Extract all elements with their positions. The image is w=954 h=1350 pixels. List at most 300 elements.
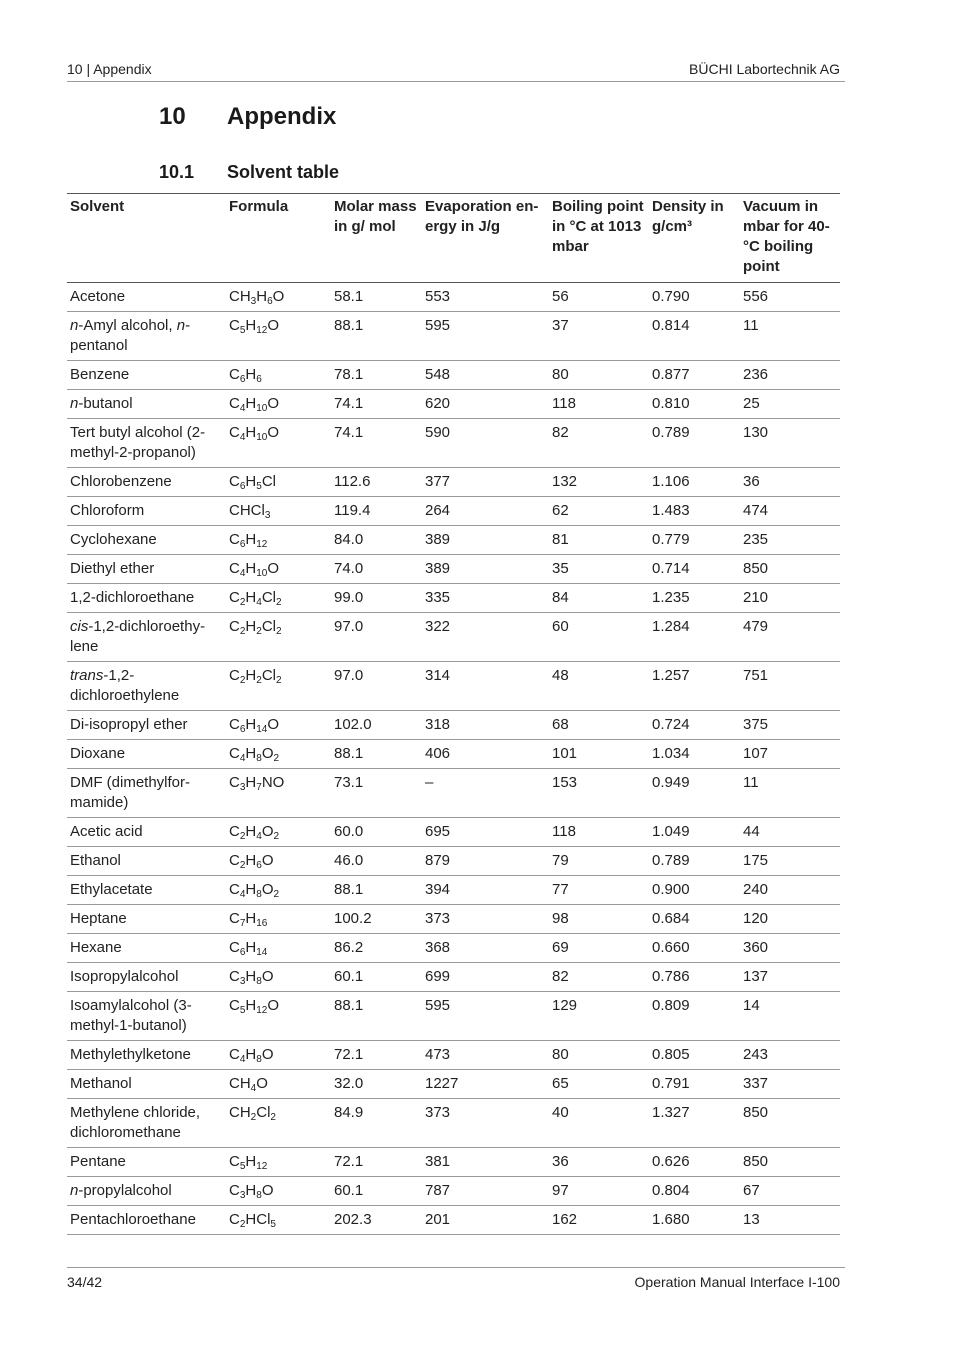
cell-formula (226, 740, 331, 769)
cell-density: 0.804 (649, 1177, 740, 1206)
solvent-name: -pentanol (70, 317, 191, 354)
formula-subscript: 2 (273, 889, 280, 900)
solvent-name: DMF (dimethylfor-mamide) (70, 774, 191, 811)
formula-element: HCl (245, 1211, 271, 1228)
formula-element: CH (229, 288, 251, 305)
formula-element: C (229, 589, 240, 606)
cell-evaporation: 620 (422, 390, 549, 419)
solvent-prefix: n (70, 395, 79, 412)
cell-boiling-point: 62 (549, 497, 649, 526)
table-row (67, 818, 840, 847)
formula-subscript: 10 (256, 403, 268, 414)
cell-boiling-point: 79 (549, 847, 649, 876)
solvent-prefix: cis (70, 618, 89, 635)
formula-subscript: 5 (239, 1005, 246, 1016)
cell-vacuum: 25 (740, 390, 840, 419)
cell-molar-mass: 72.1 (331, 1148, 422, 1177)
cell-solvent (67, 818, 226, 847)
cell-solvent (67, 769, 226, 818)
cell-boiling-point: 65 (549, 1070, 649, 1099)
formula-element: H (245, 881, 257, 898)
page-header (67, 58, 845, 82)
cell-molar-mass: 72.1 (331, 1041, 422, 1070)
cell-boiling-point: 82 (549, 963, 649, 992)
cell-formula (226, 555, 331, 584)
formula-subscript: 2 (239, 597, 246, 608)
cell-solvent (67, 613, 226, 662)
formula-element: Cl (256, 1104, 271, 1121)
table-header-row (67, 194, 840, 283)
formula-element: C (229, 531, 240, 548)
solvent-name: Diethyl ether (70, 560, 155, 577)
table-row (67, 613, 840, 662)
cell-solvent (67, 555, 226, 584)
formula-element: C (229, 997, 240, 1014)
cell-vacuum: 44 (740, 818, 840, 847)
formula-subscript: 4 (250, 1083, 257, 1094)
col-header-vacuum: Vacuum in mbar for 40- °C boiling point (740, 194, 840, 283)
solvent-name: Chloroform (70, 502, 145, 519)
formula-element: O (261, 823, 274, 840)
cell-solvent (67, 1099, 226, 1148)
formula-subscript: 2 (270, 1112, 276, 1123)
formula-subscript: 8 (256, 1054, 262, 1065)
cell-boiling-point: 60 (549, 613, 649, 662)
formula-element: H (245, 823, 257, 840)
cell-solvent (67, 312, 226, 361)
cell-evaporation: 264 (422, 497, 549, 526)
cell-molar-mass: 97.0 (331, 662, 422, 711)
cell-boiling-point: 97 (549, 1177, 649, 1206)
cell-boiling-point: 81 (549, 526, 649, 555)
cell-formula (226, 847, 331, 876)
formula-element: H (245, 473, 257, 490)
section-title (159, 162, 339, 183)
cell-vacuum: 479 (740, 613, 840, 662)
formula-element: O (261, 1182, 274, 1199)
cell-density: 0.949 (649, 769, 740, 818)
formula-element: C (229, 852, 240, 869)
cell-solvent (67, 876, 226, 905)
cell-density: 1.680 (649, 1206, 740, 1235)
table-row (67, 847, 840, 876)
formula-element: H (256, 288, 268, 305)
formula-element: C (229, 473, 240, 490)
formula-element: H (245, 560, 257, 577)
cell-vacuum: 337 (740, 1070, 840, 1099)
formula-subscript: 2 (273, 831, 280, 842)
cell-vacuum: 120 (740, 905, 840, 934)
col-header-density: Density in g/cm³ (649, 194, 740, 283)
solvent-name: Isoamylalcohol (3-methyl-1-butanol) (70, 997, 192, 1034)
formula-subscript: 6 (256, 860, 262, 871)
cell-solvent (67, 711, 226, 740)
cell-solvent (67, 526, 226, 555)
table-row (67, 769, 840, 818)
formula-subscript: 12 (256, 1161, 268, 1172)
formula-subscript: 4 (256, 597, 262, 608)
table-row (67, 555, 840, 584)
table-row (67, 468, 840, 497)
cell-formula (226, 526, 331, 555)
formula-element: C (229, 366, 240, 383)
solvent-prefix: n (70, 1182, 79, 1199)
solvent-name: -1,2-dichloroethy-lene (70, 618, 206, 655)
formula-element: O (267, 424, 280, 441)
cell-vacuum: 751 (740, 662, 840, 711)
formula-element: H (245, 395, 257, 412)
formula-subscript: 2 (256, 675, 262, 686)
table-row (67, 934, 840, 963)
formula-element: H (245, 1153, 257, 1170)
cell-evaporation: 318 (422, 711, 549, 740)
cell-vacuum: 107 (740, 740, 840, 769)
solvent-name: Methanol (70, 1075, 132, 1092)
formula-subscript: 2 (250, 1112, 257, 1123)
cell-boiling-point: 56 (549, 283, 649, 312)
cell-molar-mass: 74.1 (331, 390, 422, 419)
formula-element: O (261, 968, 274, 985)
cell-solvent (67, 1041, 226, 1070)
table-row (67, 1177, 840, 1206)
cell-solvent (67, 497, 226, 526)
formula-element: C (229, 1182, 240, 1199)
formula-element: H (245, 852, 257, 869)
formula-element: C (229, 560, 240, 577)
cell-formula (226, 905, 331, 934)
cell-solvent (67, 963, 226, 992)
cell-molar-mass: 202.3 (331, 1206, 422, 1235)
formula-subscript: 4 (239, 568, 246, 579)
cell-formula (226, 1206, 331, 1235)
cell-density: 0.660 (649, 934, 740, 963)
formula-subscript: 5 (239, 1161, 246, 1172)
table-row (67, 283, 840, 312)
formula-subscript: 4 (239, 889, 246, 900)
cell-vacuum: 11 (740, 769, 840, 818)
solvent-table (67, 193, 840, 1235)
cell-density: 1.257 (649, 662, 740, 711)
cell-evaporation: 787 (422, 1177, 549, 1206)
cell-formula (226, 934, 331, 963)
cell-evaporation: 389 (422, 526, 549, 555)
formula-element: C (229, 1046, 240, 1063)
formula-element: O (267, 395, 280, 412)
chapter-title (159, 103, 336, 131)
formula-element: C (229, 968, 240, 985)
col-header-molar-mass: Molar mass in g/ mol (331, 194, 422, 283)
cell-boiling-point: 80 (549, 361, 649, 390)
cell-formula (226, 1070, 331, 1099)
formula-element: O (261, 852, 274, 869)
formula-subscript: 4 (239, 403, 246, 414)
cell-formula (226, 992, 331, 1041)
cell-molar-mass: 88.1 (331, 992, 422, 1041)
page-number: 34/42 (67, 1274, 103, 1290)
formula-subscript: 2 (239, 626, 246, 637)
table-row (67, 584, 840, 613)
cell-evaporation: – (422, 769, 549, 818)
cell-formula (226, 711, 331, 740)
formula-element: O (261, 881, 274, 898)
cell-molar-mass: 74.0 (331, 555, 422, 584)
cell-formula (226, 312, 331, 361)
chapter-title-text: Appendix (227, 103, 337, 130)
solvent-name: -1,2-dichloroethylene (70, 667, 180, 704)
cell-density: 0.786 (649, 963, 740, 992)
cell-boiling-point: 84 (549, 584, 649, 613)
cell-boiling-point: 101 (549, 740, 649, 769)
page-footer (67, 1267, 845, 1292)
formula-subscript: 14 (256, 724, 268, 735)
solvent-name: -propylalcohol (78, 1182, 172, 1199)
cell-molar-mass: 84.9 (331, 1099, 422, 1148)
formula-subscript: 4 (256, 831, 262, 842)
cell-density: 0.789 (649, 847, 740, 876)
cell-evaporation: 590 (422, 419, 549, 468)
document-title: Operation Manual Interface I-100 (634, 1274, 840, 1290)
table-row (67, 662, 840, 711)
cell-vacuum: 14 (740, 992, 840, 1041)
cell-density: 0.779 (649, 526, 740, 555)
cell-vacuum: 210 (740, 584, 840, 613)
formula-element: H (245, 774, 257, 791)
formula-subscript: 6 (239, 481, 246, 492)
cell-boiling-point: 68 (549, 711, 649, 740)
cell-vacuum: 11 (740, 312, 840, 361)
cell-evaporation: 389 (422, 555, 549, 584)
cell-formula (226, 283, 331, 312)
cell-vacuum: 850 (740, 555, 840, 584)
cell-evaporation: 314 (422, 662, 549, 711)
cell-solvent (67, 419, 226, 468)
formula-subscript: 3 (239, 782, 246, 793)
cell-boiling-point: 37 (549, 312, 649, 361)
cell-molar-mass: 97.0 (331, 613, 422, 662)
formula-element: O (267, 997, 280, 1014)
table-row (67, 526, 840, 555)
cell-formula (226, 613, 331, 662)
formula-element: H (245, 1182, 257, 1199)
formula-subscript: 3 (250, 296, 257, 307)
formula-element: C (229, 939, 240, 956)
cell-boiling-point: 82 (549, 419, 649, 468)
table-row (67, 312, 840, 361)
formula-subscript: 12 (256, 325, 268, 336)
formula-element: H (245, 531, 257, 548)
cell-evaporation: 879 (422, 847, 549, 876)
cell-evaporation: 553 (422, 283, 549, 312)
solvent-name: Dioxane (70, 745, 126, 762)
section-number: 10.1 (159, 162, 195, 182)
formula-element: O (267, 560, 280, 577)
cell-molar-mass: 88.1 (331, 876, 422, 905)
cell-evaporation: 1227 (422, 1070, 549, 1099)
solvent-table-body (67, 283, 840, 1235)
cell-formula (226, 361, 331, 390)
formula-element: NO (261, 774, 285, 791)
formula-subscript: 6 (239, 539, 246, 550)
solvent-name: Benzene (70, 366, 130, 383)
table-row (67, 361, 840, 390)
table-row (67, 419, 840, 468)
cell-molar-mass: 74.1 (331, 419, 422, 468)
cell-formula (226, 468, 331, 497)
cell-solvent (67, 1177, 226, 1206)
formula-element: H (245, 745, 257, 762)
formula-subscript: 8 (256, 753, 262, 764)
formula-element: O (261, 1046, 274, 1063)
solvent-name: Methylethylketone (70, 1046, 191, 1063)
cell-boiling-point: 98 (549, 905, 649, 934)
formula-subscript: 2 (273, 753, 280, 764)
solvent-name: Pentane (70, 1153, 126, 1170)
cell-vacuum: 375 (740, 711, 840, 740)
cell-vacuum: 36 (740, 468, 840, 497)
table-row (67, 1148, 840, 1177)
formula-element: H (245, 589, 257, 606)
formula-element: C (229, 395, 240, 412)
cell-molar-mass: 46.0 (331, 847, 422, 876)
formula-element: CHCl (229, 502, 265, 519)
cell-boiling-point: 118 (549, 390, 649, 419)
solvent-name: Ethylacetate (70, 881, 153, 898)
solvent-name: Cyclohexane (70, 531, 157, 548)
cell-solvent (67, 1070, 226, 1099)
formula-subscript: 3 (239, 1190, 246, 1201)
cell-density: 0.791 (649, 1070, 740, 1099)
solvent-name: 1,2-dichloroethane (70, 589, 195, 606)
formula-element: O (267, 716, 280, 733)
formula-element: H (245, 424, 257, 441)
formula-element: C (229, 424, 240, 441)
cell-solvent (67, 1148, 226, 1177)
cell-density: 1.284 (649, 613, 740, 662)
table-row (67, 740, 840, 769)
formula-subscript: 2 (239, 831, 246, 842)
solvent-name: Heptane (70, 910, 127, 927)
formula-element: H (245, 366, 257, 383)
formula-element: CH (229, 1075, 251, 1092)
cell-boiling-point: 118 (549, 818, 649, 847)
formula-subscript: 7 (239, 918, 246, 929)
formula-element: CH (229, 1104, 251, 1121)
cell-molar-mass: 60.1 (331, 1177, 422, 1206)
cell-solvent (67, 992, 226, 1041)
table-row (67, 1099, 840, 1148)
cell-solvent (67, 361, 226, 390)
formula-subscript: 6 (239, 724, 246, 735)
solvent-name: Acetone (70, 288, 126, 305)
cell-vacuum: 850 (740, 1099, 840, 1148)
cell-molar-mass: 73.1 (331, 769, 422, 818)
formula-subscript: 2 (239, 675, 246, 686)
formula-subscript: 5 (239, 325, 246, 336)
cell-formula (226, 769, 331, 818)
col-header-formula: Formula (226, 194, 331, 283)
cell-boiling-point: 80 (549, 1041, 649, 1070)
formula-element: H (245, 1046, 257, 1063)
cell-formula (226, 818, 331, 847)
cell-density: 1.106 (649, 468, 740, 497)
formula-subscript: 2 (275, 675, 282, 686)
cell-solvent (67, 662, 226, 711)
formula-element: H (245, 910, 257, 927)
formula-element: Cl (261, 589, 276, 606)
formula-element: C (229, 1153, 240, 1170)
cell-molar-mass: 88.1 (331, 740, 422, 769)
cell-boiling-point: 35 (549, 555, 649, 584)
solvent-name: Chlorobenzene (70, 473, 172, 490)
formula-element: Cl (261, 667, 276, 684)
table-row (67, 905, 840, 934)
formula-element: H (245, 667, 257, 684)
cell-molar-mass: 112.6 (331, 468, 422, 497)
solvent-name: Acetic acid (70, 823, 143, 840)
cell-boiling-point: 153 (549, 769, 649, 818)
formula-subscript: 12 (256, 539, 268, 550)
cell-molar-mass: 88.1 (331, 312, 422, 361)
formula-element: C (229, 618, 240, 635)
cell-boiling-point: 40 (549, 1099, 649, 1148)
solvent-name: -Amyl alcohol, (78, 317, 177, 334)
cell-solvent (67, 584, 226, 613)
cell-evaporation: 381 (422, 1148, 549, 1177)
cell-formula (226, 390, 331, 419)
formula-element: H (245, 939, 257, 956)
formula-element: H (245, 317, 257, 334)
cell-solvent (67, 905, 226, 934)
formula-subscript: 8 (256, 889, 262, 900)
solvent-name: Methylene chloride, dichloromethane (70, 1104, 201, 1141)
cell-density: 0.626 (649, 1148, 740, 1177)
formula-element: H (245, 618, 257, 635)
cell-boiling-point: 36 (549, 1148, 649, 1177)
solvent-prefix: trans (70, 667, 104, 684)
formula-subscript: 3 (264, 510, 271, 521)
formula-element: C (229, 667, 240, 684)
formula-subscript: 6 (256, 374, 262, 385)
cell-boiling-point: 69 (549, 934, 649, 963)
cell-boiling-point: 132 (549, 468, 649, 497)
formula-element: C (229, 774, 240, 791)
cell-solvent (67, 847, 226, 876)
table-row (67, 390, 840, 419)
cell-vacuum: 175 (740, 847, 840, 876)
cell-formula (226, 419, 331, 468)
cell-formula (226, 1148, 331, 1177)
cell-formula (226, 497, 331, 526)
formula-element: C (229, 745, 240, 762)
cell-solvent (67, 934, 226, 963)
cell-formula (226, 1177, 331, 1206)
formula-subscript: 2 (275, 597, 282, 608)
solvent-name: Tert butyl alcohol (2-methyl-2-propanol) (70, 424, 206, 461)
cell-formula (226, 584, 331, 613)
formula-subscript: 2 (256, 626, 262, 637)
cell-density: 0.814 (649, 312, 740, 361)
cell-molar-mass: 102.0 (331, 711, 422, 740)
formula-subscript: 16 (256, 918, 268, 929)
cell-molar-mass: 60.1 (331, 963, 422, 992)
cell-formula (226, 963, 331, 992)
cell-density: 0.789 (649, 419, 740, 468)
formula-element: Cl (261, 473, 276, 490)
cell-vacuum: 474 (740, 497, 840, 526)
header-company: BÜCHI Labortechnik AG (689, 61, 840, 77)
formula-subscript: 10 (256, 432, 268, 443)
cell-density: 0.790 (649, 283, 740, 312)
